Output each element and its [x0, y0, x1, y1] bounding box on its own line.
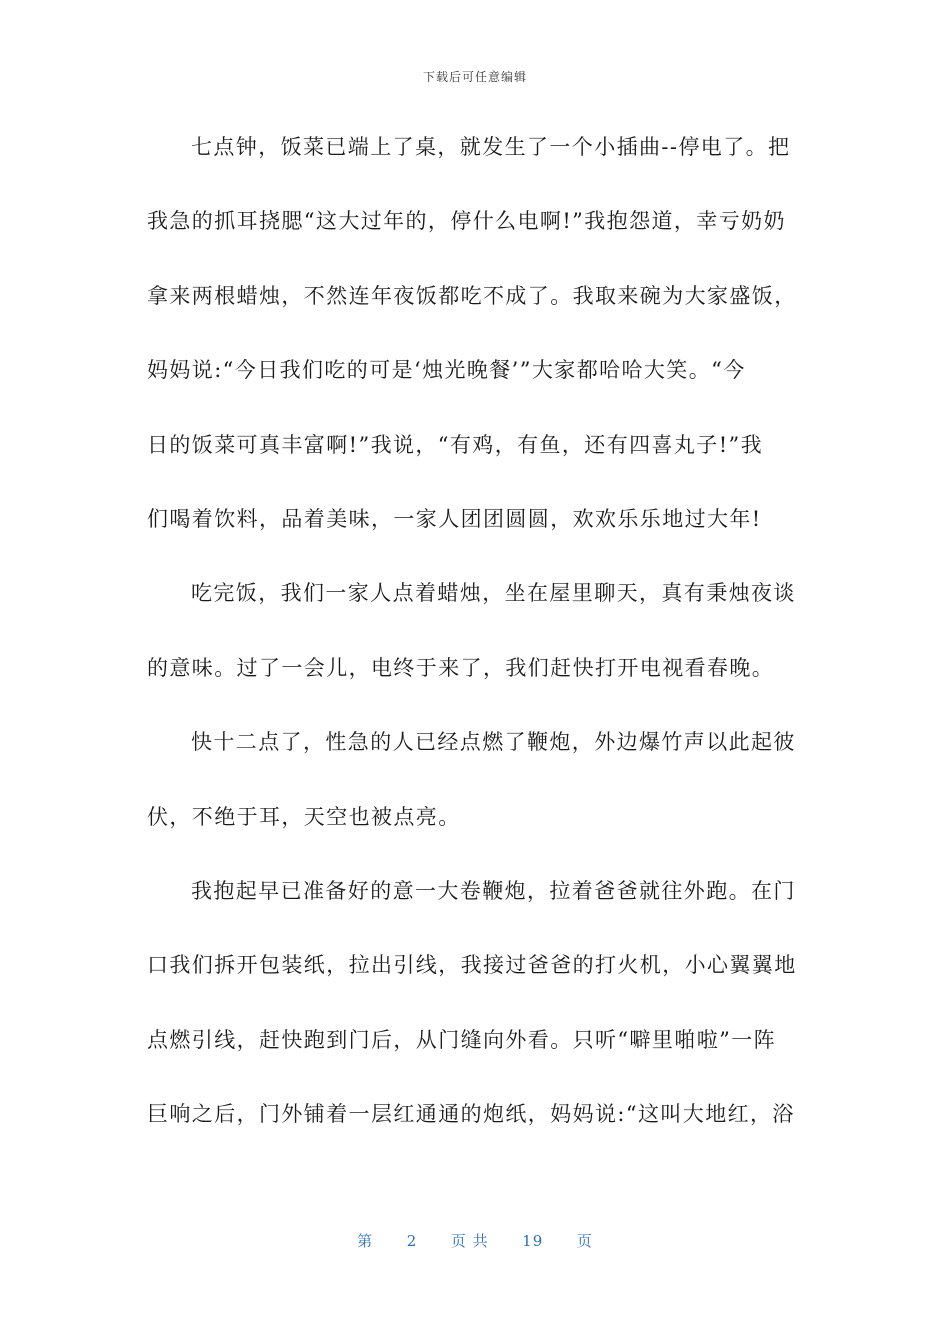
- footer-total-pages: 19: [522, 1232, 544, 1250]
- text-line: 伏，不绝于耳，天空也被点亮。: [147, 804, 461, 829]
- text-line: 快十二点了，性急的人已经点燃了鞭炮，外边爆竹声以此起彼: [191, 730, 796, 755]
- footer-suffix: 页: [576, 1232, 593, 1250]
- text-line: 妈妈说:“今日我们吃的可是‘烛光晚餐’”大家都哈哈大笑。“今: [147, 358, 746, 383]
- page-footer: [0, 1230, 950, 1251]
- text-line: 日的饭菜可真丰富啊!”我说，“有鸡，有鱼，还有四喜丸子!”我: [147, 432, 764, 457]
- text-line: 巨响之后，门外铺着一层红通通的炮纸，妈妈说:“这叫大地红，浴: [147, 1102, 795, 1127]
- text-line: 拿来两根蜡烛，不然连年夜饭都吃不成了。我取来碗为大家盛饭，: [147, 283, 797, 308]
- document-body: [147, 128, 807, 1169]
- footer-page-number: 2: [406, 1232, 418, 1250]
- text-line: 们喝着饮料，品着美味，一家人团团圆圆，欢欢乐乐地过大年!: [147, 506, 762, 531]
- text-line: 点燃引线，赶快跑到门后，从门缝向外看。只听“噼里啪啦”一阵: [147, 1027, 777, 1052]
- page-header: 下载后可任意编辑: [422, 70, 527, 84]
- text-line: 的意味。过了一会儿，电终于来了，我们赶快打开电视看春晚。: [147, 655, 775, 680]
- text-line: 吃完饭，我们一家人点着蜡烛，坐在屋里聊天，真有秉烛夜谈: [191, 581, 796, 606]
- footer-middle: 页 共: [450, 1232, 489, 1250]
- footer-prefix: 第: [357, 1232, 374, 1250]
- text-line: 口我们拆开包装纸，拉出引线，我接过爸爸的打火机，小心翼翼地: [147, 953, 797, 978]
- text-line: 我抱起早已准备好的意一大卷鞭炮，拉着爸爸就往外跑。在门: [191, 878, 796, 903]
- text-line: 我急的抓耳挠腮“这大过年的，停什么电啊!”我抱怨道，幸亏奶奶: [147, 209, 786, 234]
- text-line: 七点钟，饭菜已端上了桌，就发生了一个小插曲--停电了。把: [191, 135, 791, 159]
